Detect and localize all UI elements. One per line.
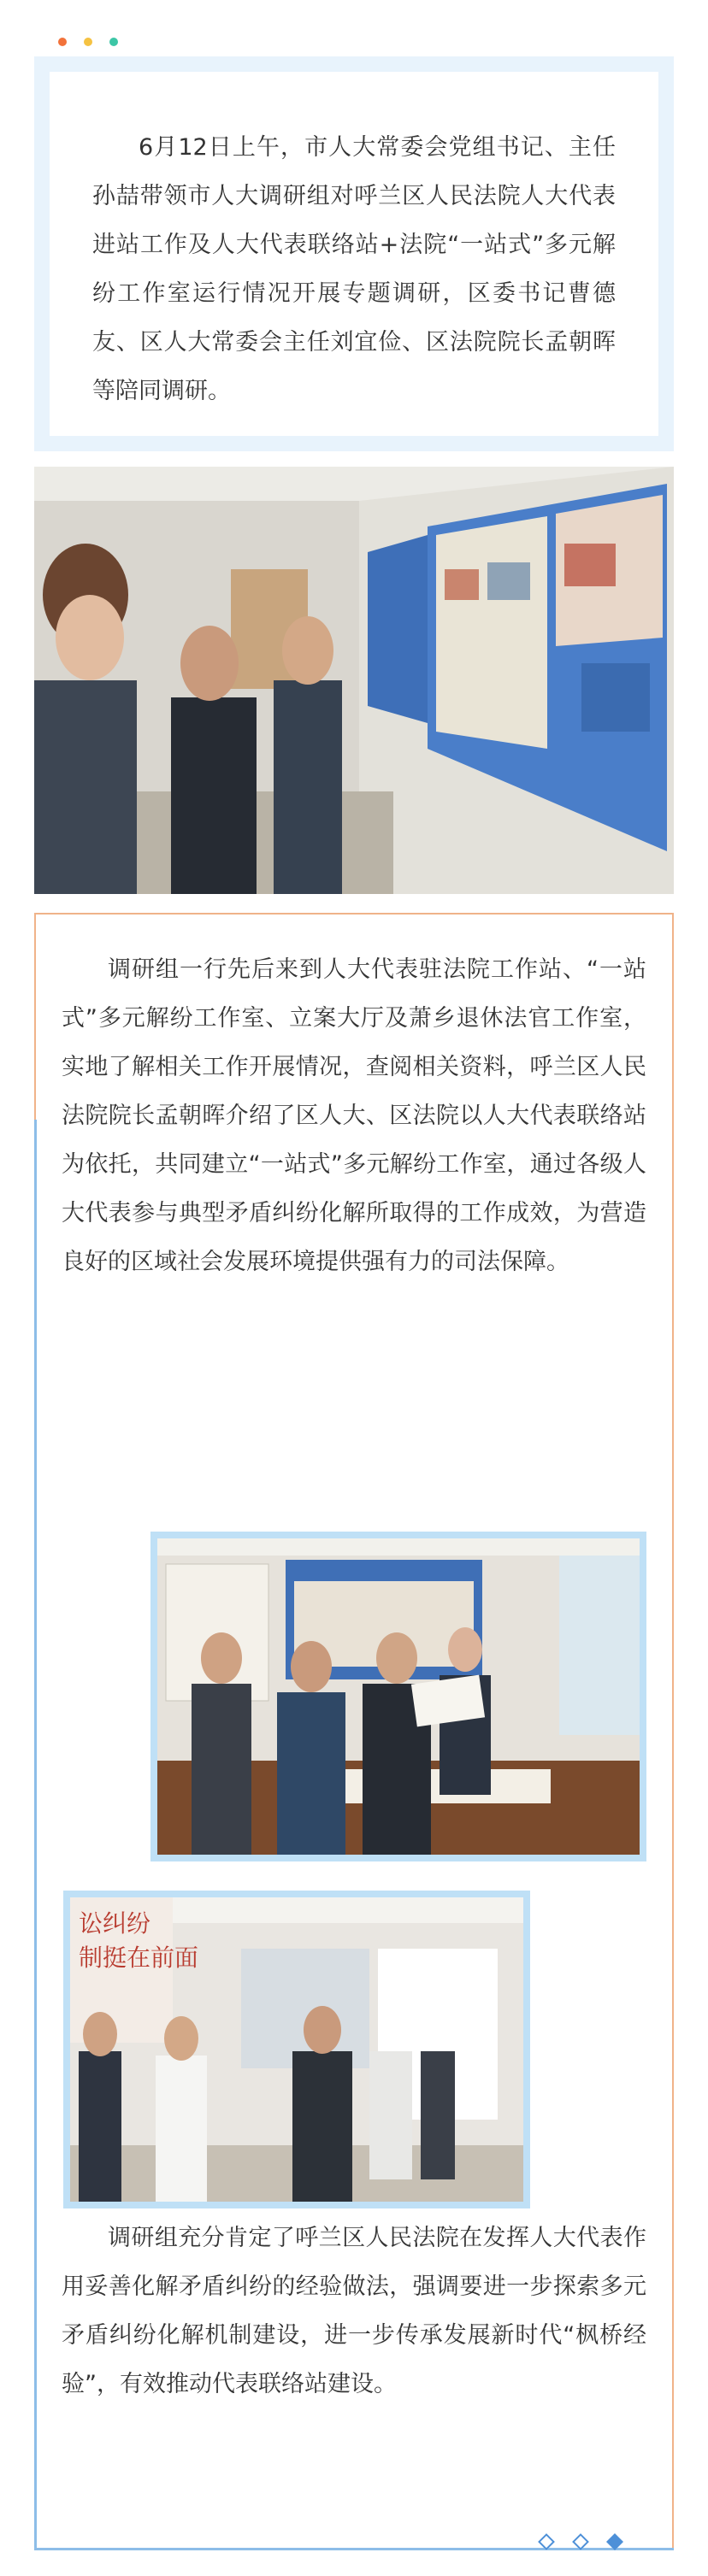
body-paragraph-1: 调研组一行先后来到人大代表驻法院工作站、“一站式”多元解纷工作室、立案大厅及萧乡退休法官工作室，实地了解相关工作开展情况，查阅相关资料，呼兰区人民法院院长孟朝晖介绍了区人大、区法院以人大代表联络站为依托，共同建立“一站式”多元解纷工作室，通过各级人大代表参与典型矛盾纠纷化解所取得的工作成效，为营造良好的区域社会发展环境提供强有力的司法保障。: [62, 956, 646, 1275]
svg-text:制挺在前面: 制挺在前面: [79, 1944, 199, 1972]
body-paragraph-2: 调研组充分肯定了呼兰区人民法院在发挥人大代表作用妥善化解矛盾纠纷的经验做法，强调要进一步探索多元矛盾纠纷化解机制建设，进一步传承发展新时代“枫桥经验”，有效推动代表联络站建设。: [62, 2225, 646, 2397]
photo-exhibition-wall-visit: [34, 467, 674, 894]
orange-dot: [58, 38, 67, 46]
intro-paragraph: 6月12日上午，市人大常委会党组书记、主任孙喆带领市人大调研组对呼兰区人民法院人大代表进站工作及人大代表联络站+法院“一站式”多元解纷工作室运行情况开展专题调研，区委书记曹德友、区人大常委会主任刘宜俭、区法院院长孟朝晖等陪同调研。: [92, 134, 616, 404]
intro-card: [34, 56, 674, 451]
diamond-filled-icon: [606, 2533, 623, 2550]
photo-mediation-hall: [63, 1891, 530, 2208]
diamond-outline-icon: [572, 2533, 589, 2550]
decorative-diamonds: [540, 2536, 621, 2548]
intro-inner: [50, 72, 658, 436]
teal-dot: [109, 38, 118, 46]
svg-text:讼纠纷: 讼纠纷: [79, 1909, 151, 1938]
yellow-dot: [84, 38, 92, 46]
photo-documents-review: [150, 1532, 646, 1861]
decorative-dots: [58, 38, 118, 46]
diamond-outline-icon: [538, 2533, 555, 2550]
